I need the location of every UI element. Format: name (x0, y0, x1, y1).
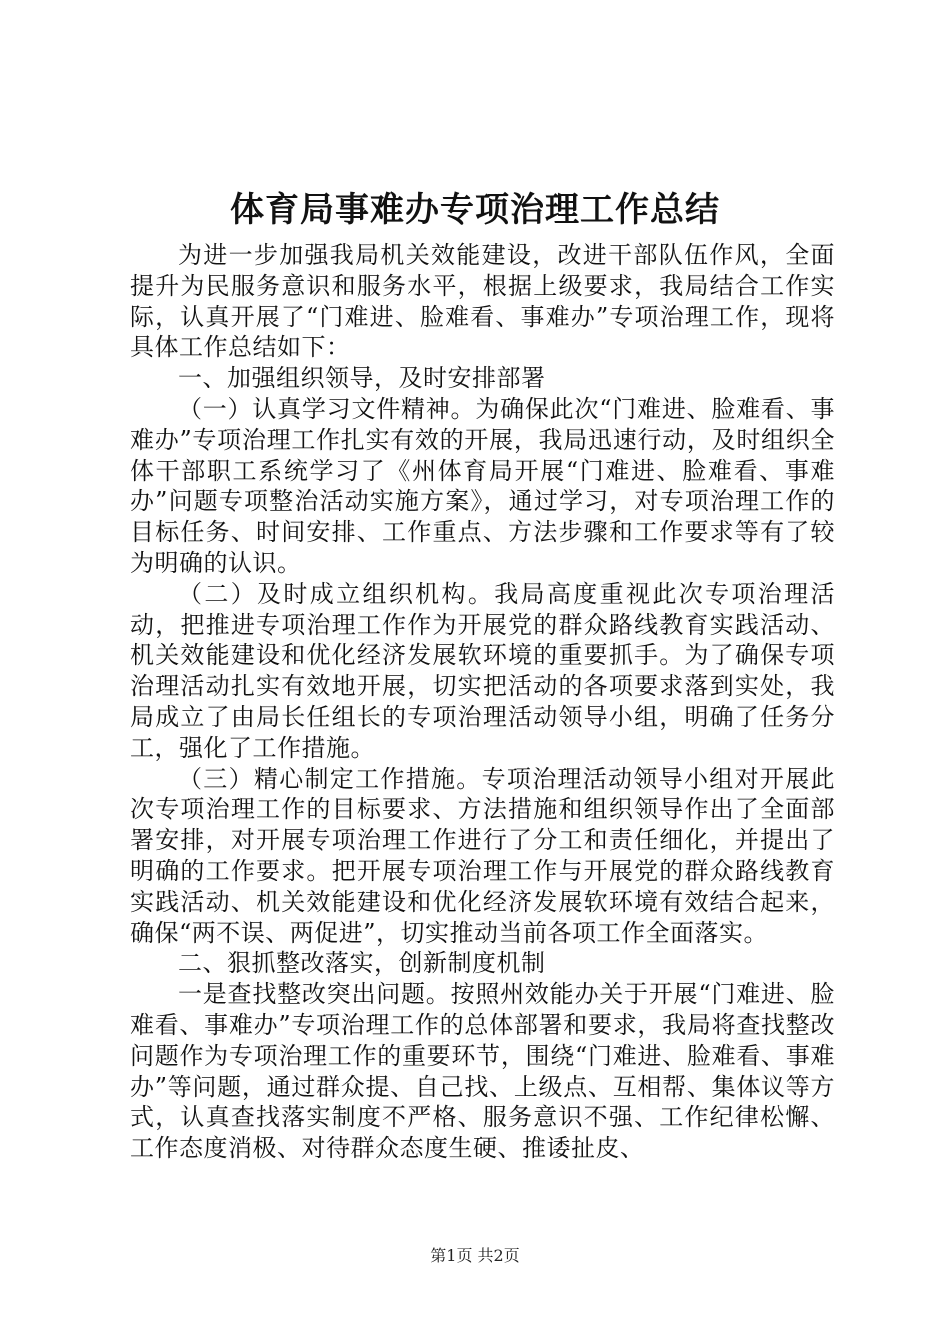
paragraph-rectify-problems: 一是查找整改突出问题。按照州效能办关于开展“门难进、脸难看、事难办”专项治理工作的总体部署和要求，我局将查找整改问题作为专项治理工作的重要环节，围绕“门难进、脸难看、事难办”等问题，通过群众提、自己找、上级点、互相帮、集体议等方式，认真查找落实制度不严格、服务意识不强、工作纪律松懈、工作态度消极、对待群众态度生硬、推诿扯皮、 (130, 980, 835, 1163)
paragraph-work-measures: （三）精心制定工作措施。专项治理活动领导小组对开展此次专项治理工作的目标要求、方法措施和组织领导作出了全面部署安排，对开展专项治理工作进行了分工和责任细化，并提出了明确的工作要求。把开展专项治理工作与开展党的群众路线教育实践活动、机关效能建设和优化经济发展软环境有效结合起来，确保“两不误、两促进”，切实推动当前各项工作全面落实。 (130, 764, 835, 947)
paragraph-establish-organization: （二）及时成立组织机构。我局高度重视此次专项治理活动，把推进专项治理工作作为开展党的群众路线教育实践活动、机关效能建设和优化经济发展软环境的重要抓手。为了确保专项治理活动扎实有效地开展，切实把活动的各项要求落到实处，我局成立了由局长任组长的专项治理活动领导小组，明确了任务分工，强化了工作措施。 (130, 579, 835, 762)
paragraph-intro: 为进一步加强我局机关效能建设，改进干部队伍作风，全面提升为民服务意识和服务水平，根据上级要求，我局结合工作实际，认真开展了“门难进、脸难看、事难办”专项治理工作，现将具体工作总结如下： (130, 241, 835, 362)
page-footer: 第1页 共2页 (430, 1246, 520, 1265)
section-heading-1: 一、加强组织领导，及时安排部署 (178, 364, 546, 393)
paragraph-study-documents: （一）认真学习文件精神。为确保此次“门难进、脸难看、事难办”专项治理工作扎实有效的开展，我局迅速行动，及时组织全体干部职工系统学习了《州体育局开展“门难进、脸难看、事难办”问题专项整治活动实施方案》，通过学习，对专项治理工作的目标任务、时间安排、工作重点、方法步骤和工作要求等有了较为明确的认识。 (130, 394, 835, 577)
document-body (130, 240, 835, 1164)
document-title: 体育局事难办专项治理工作总结 (230, 190, 720, 230)
section-heading-2: 二、狠抓整改落实，创新制度机制 (178, 949, 546, 978)
